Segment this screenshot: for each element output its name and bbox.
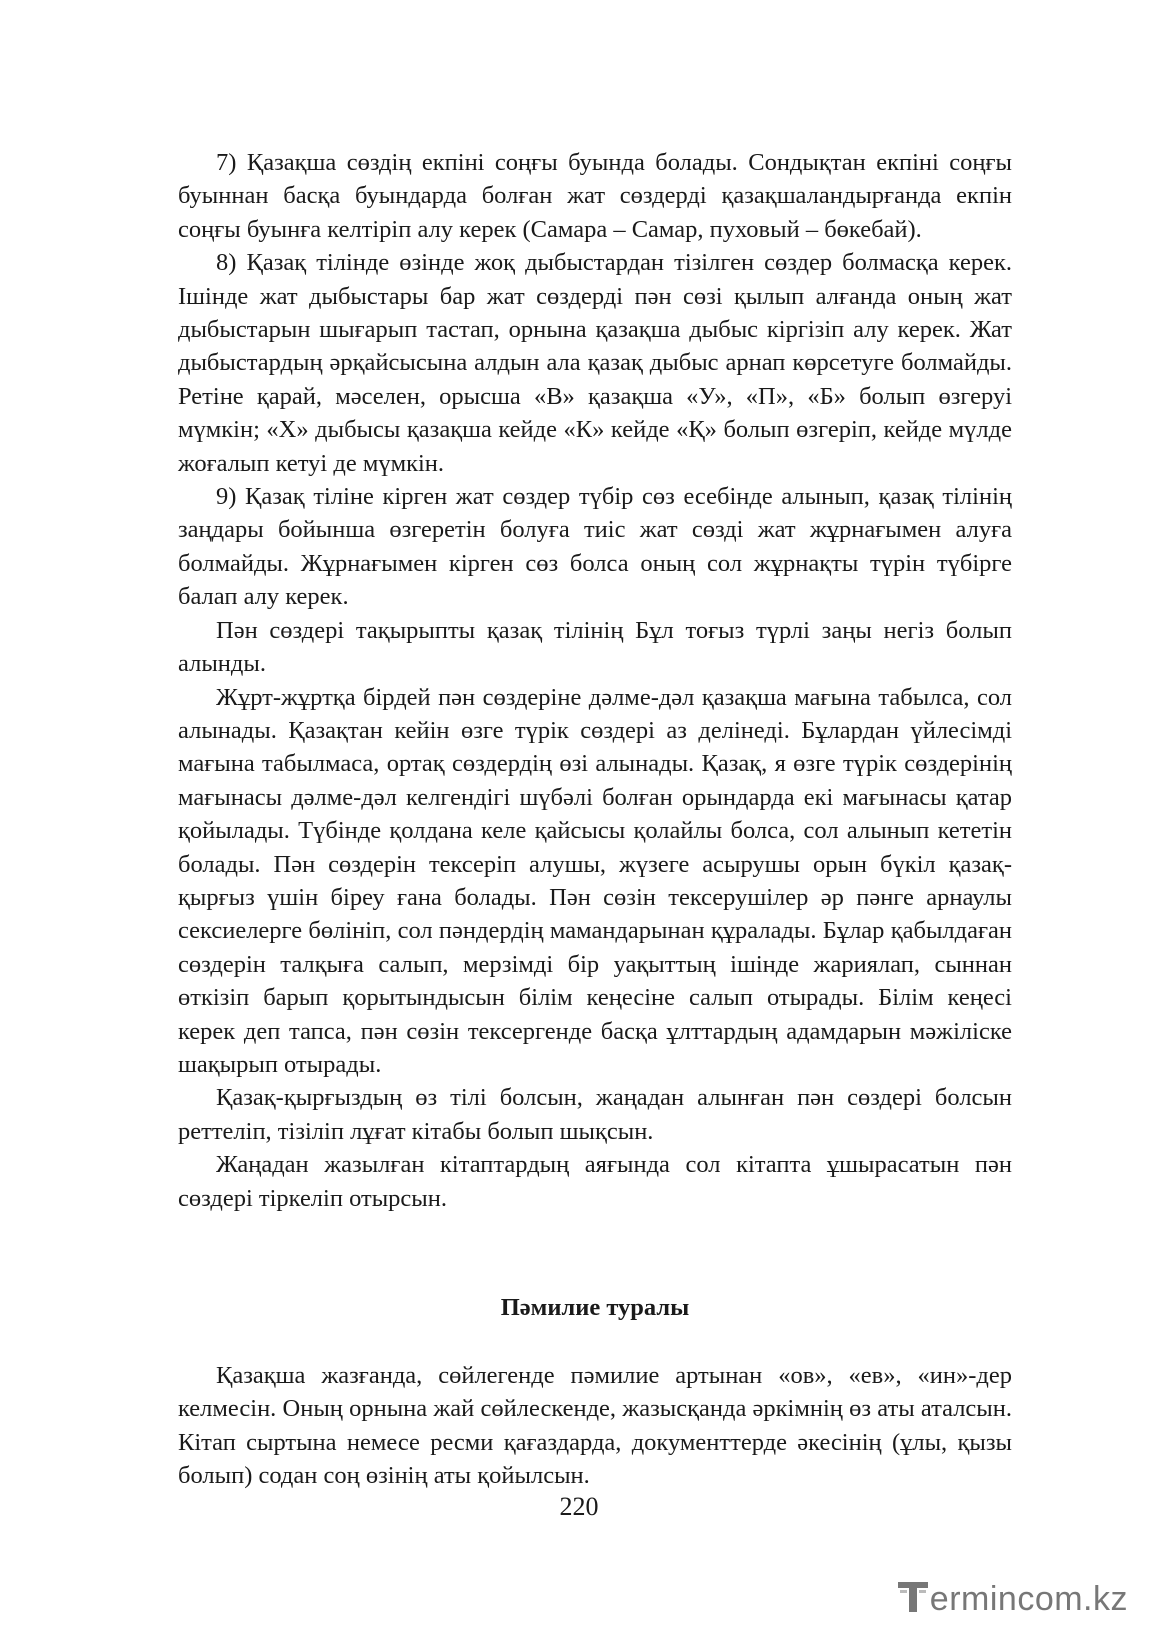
page-number: 220 (559, 1492, 599, 1521)
watermark (898, 1576, 1128, 1619)
watermark-text: ermincom.kz (929, 1580, 1128, 1618)
paragraph-rule-7: 7) Қазақша сөздің екпіні соңғы буында болады. Сондықтан екпіні соңғы буыннан басқа буындарда болған жат сөздерді қазақшаландырғанда екпін соңғы буынға келтіріп алу керек (Самара – Самар, пуховый – бөкебай). (178, 149, 1012, 243)
paragraph-rule-9: 9) Қазақ тіліне кірген жат сөздер түбір сөз есебінде алынып, қазақ тілінің заңдары бойынша өзгеретін болуға тиіс жат сөзді жат жұрнағымен алуға болмайды. Жұрнағымен кірген сөз болса оның сол жұрнақты түрін түбірге балап алу керек. (178, 483, 1012, 611)
section-heading: Пәмилие туралы (500, 1294, 690, 1321)
paragraph-surnames: Қазақша жазғанда, сөйлегенде пәмилие артынан «ов», «ев», «ин»-дер келмесін. Оның орнына жай сөйлескенде, жазысқанда әркімнің өз аты аталсын. Кітап сыртына немесе ресми қағаздарда, документтерде әкесінің (ұлы, қызы болып) содан соң өзінің аты қойылсын. (178, 1362, 1012, 1490)
paragraph-new-books: Жаңадан жазылған кітаптардың аяғында сол кітапта ұшырасатын пән сөздері тіркеліп отырсын. (178, 1151, 1012, 1212)
page-body (178, 146, 1012, 1493)
termincom-logo-icon (898, 1580, 928, 1614)
paragraph-dictionary: Қазақ-қырғыздың өз тілі болсын, жаңадан алынған пән сөздері болсын реттеліп, тізіліп лұғат кітабы болып шықсын. (178, 1084, 1012, 1145)
paragraph-rule-8: 8) Қазақ тілінде өзінде жоқ дыбыстардан тізілген сөздер болмасқа керек. Ішінде жат дыбыстары бар жат сөздерді пән сөзі қылып алғанда оның жат дыбыстарын шығарып тастап, орнына қазақша дыбыс кіргізіп алу керек. Жат дыбыстардың әрқайсысына алдын ала қазақ дыбыс арнап көрсетуге болмайды. Ретіне қарай, мәселен, орысша «В» қазақша «У», «П», «Б» болып өзгеруі мүмкін; «Х» дыбысы қазақша кейде «К» кейде «Қ» болып өзгеріп, кейде мүлде жоғалып кетуі де мүмкін. (178, 249, 1012, 477)
paragraph-nine-laws: Пән сөздері тақырыпты қазақ тілінің Бұл тоғыз түрлі заңы негіз болып алынды. (178, 616, 1012, 678)
paragraph-terms-process: Жұрт-жұртқа бірдей пән сөздеріне дәлме-дәл қазақша мағына табылса, сол алынады. Қазақтан кейін өзге түрік сөздері аз делінеді. Бұлардан үйлесімді мағына табылмаса, ортақ сөздердің өзі алынады. Қазақ, я өзге түрік сөздерінің мағынасы дәлме-дәл келгендігі шүбәлі болған орындарда екі мағынасы қатар қойылады. Түбінде қолдана келе қайсысы қолайлы болса, сол алынып кететін болады. Пән сөздерін тексеріп алушы, жүзеге асырушы орын бүкіл қазақ-қырғыз үшін біреу ғана болады. Пән сөзін тексерушілер әр пәнге арнаулы сексиелерге бөлініп, сол пәндердің мамандарынан құралады. Бұлар қабылдаған сөздерін талқыға салып, мерзімді бір уақыттың ішінде жариялап, сыннан өткізіп барып қорытындысын білім кеңесіне салып отырады. Білім кеңесі керек деп тапса, пән сөзін тексергенде басқа ұлттардың адамдарын мәжіліске шақырып отырады. (178, 683, 1012, 1078)
